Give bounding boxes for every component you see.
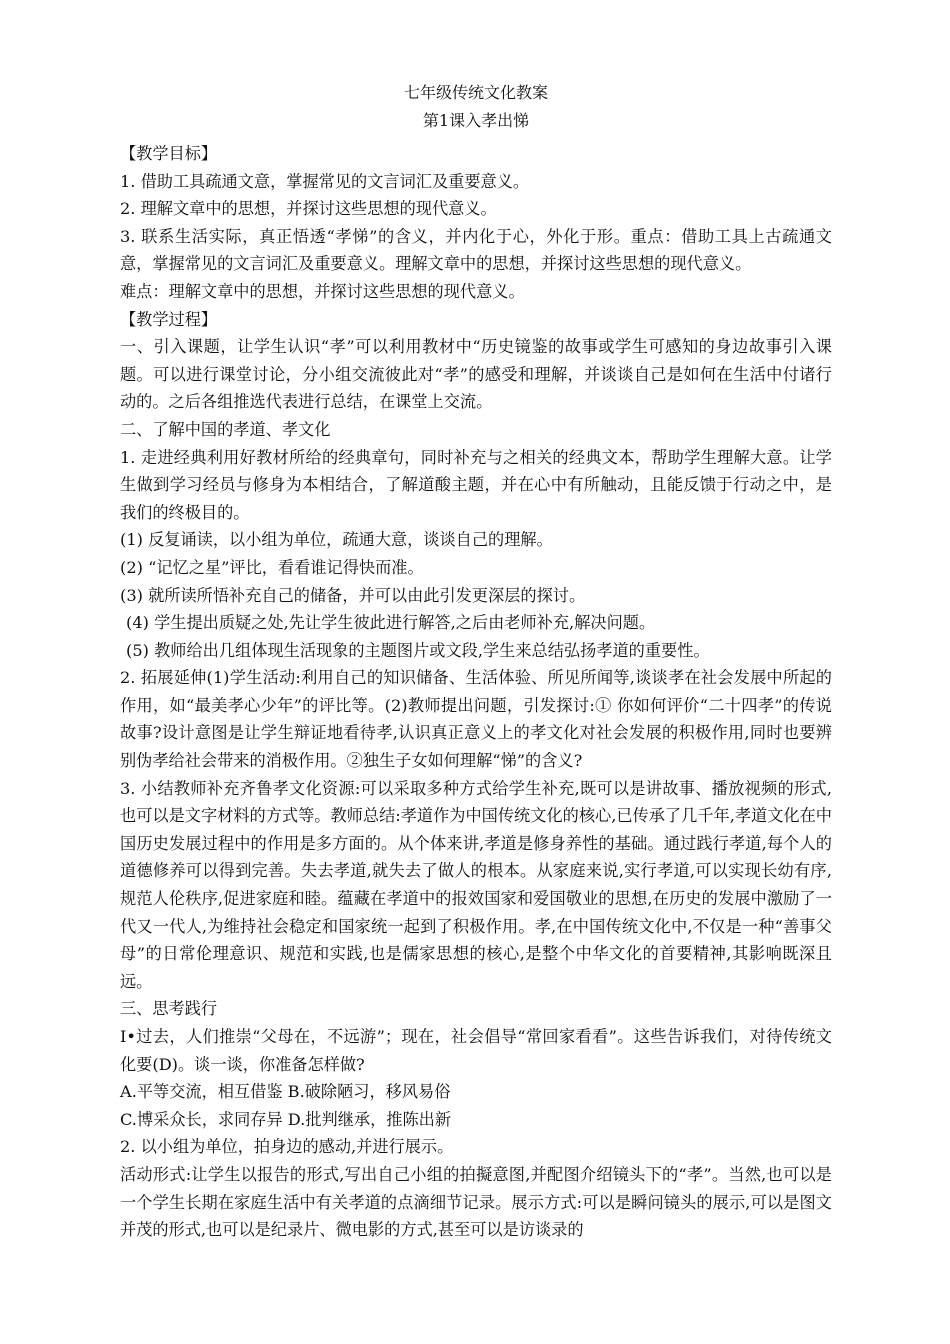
lesson-title: 第1课入孝出悌: [422, 111, 530, 130]
objective-item: 1. 借助工具疏通文意，掌握常见的文言词汇及重要意义。: [120, 171, 530, 191]
section-heading-objectives: 【教学目标】: [120, 144, 218, 163]
list-item: (3) 就所读所悟补充自己的储备，并可以由此引发更深层的探讨。: [120, 585, 586, 605]
section-heading-process: 【教学过程】: [120, 309, 218, 329]
list-item: (1) 反复诵读，以小组为单位，疏通大意，谈谈自己的理解。: [120, 530, 553, 550]
document-body: [120, 140, 832, 1244]
document-title: 七年级传统文化教案: [403, 83, 548, 102]
process-paragraph: 2. 拓展延伸(1)学生活动:利用自己的知识储备、生活体验、所见所闻等,谈谈孝在社会发展中所起的作用，如“最美孝心少年”的评比等。(2)教师提出问题，引发探讨:① 你如何评价“二十四孝”的传说故事?设计意图是让学生辩证地看待孝,认识真正意义上的孝文化对社会发展的积极作用,同时也要辨别伪孝给社会带来的消极作用。②独生子女如何理解“悌”的含义?: [120, 668, 832, 771]
difficulty-paragraph: 难点：理解文章中的思想，并探讨这些思想的现代意义。: [120, 281, 525, 301]
list-item: (2) “记忆之星”评比，看看谁记得快而准。: [120, 557, 424, 577]
process-paragraph: 1. 走进经典利用好教材所给的经典章句，同时补充与之相关的经典文本，帮助学生理解大意。让学生做到学习经员与修身为本相结合，了解道酸主题，并在心中有所触动，且能反馈于行动之中，是我们的终极目的。: [120, 447, 832, 522]
process-heading: 三、思考践行: [120, 999, 218, 1019]
answer-option: C.博采众长，求同存异 D.批判继承，推陈出新: [120, 1109, 452, 1129]
question-paragraph: I•过去，人们推崇“父母在，不远游”；现在，社会倡导“常回家看看”。这些告诉我们，对待传统文化要(D)。谈一谈，你准备怎样做?: [120, 1027, 832, 1074]
process-heading: 二、了解中国的孝道、孝文化: [120, 419, 331, 439]
process-paragraph: 3. 小结教师补充齐鲁孝文化资源:可以采取多种方式给学生补充,既可以是讲故事、播放视频的形式,也可以是文字材料的方式等。教师总结:孝道作为中国传统文化的核心,已传承了几千年,孝道文化在中国历史发展过程中的作用是多方面的。从个体来讲,孝道是修身养性的基础。通过践行孝道,每个人的道德修养可以得到完善。失去孝道,就失去了做人的根本。从家庭来说,实行孝道,可以实现长幼有序,规范人伦秩序,促进家庭和睦。蕴藏在孝道中的报效国家和爱国敬业的思想,在历史的发展中激励了一代又一代人,为维持社会稳定和国家统一起到了积极作用。孝,在中国传统文化中,不仅是一种“善事父母”的日常伦理意识、规范和实践,也是儒家思想的核心,是整个中华文化的首要精神,其影响既深且远。: [120, 778, 832, 991]
objective-item: 3. 联系生活实际，真正悟透“孝悌”的含义，并内化于心，外化于形。重点：借助工具上古疏通文意，掌握常见的文言词汇及重要意义。理解文章中的思想，并探讨这些思想的现代意义。: [120, 226, 832, 274]
process-paragraph: 2. 以小组为单位，拍身边的感动,并进行展示。: [120, 1137, 454, 1157]
list-item: (4) 学生提出质疑之处,先让学生彼此进行解答,之后由老师补充,解决问题。: [126, 613, 656, 633]
process-paragraph: 活动形式:让学生以报告的形式,写出自己小组的拍擬意图,并配图介绍镜头下的“孝”。当然,也可以是一个学生长期在家庭生活中有关孝道的点滴细节记录。展示方式:可以是瞬问镜头的展示,可以是图文并茂的形式,也可以是纪录片、微电影的方式,甚至可以是访谈录的: [120, 1164, 832, 1240]
answer-option: A.平等交流，相互借鉴 B.破除陋习，移风易俗: [120, 1082, 451, 1102]
objective-item: 2. 理解文章中的思想，并探讨这些思想的现代意义。: [120, 199, 497, 219]
list-item: (5) 教师给出几组体现生活现象的主题图片或文段,学生来总结弘扬孝道的重要性。: [126, 640, 710, 660]
process-paragraph: 一、引入课题，让学生认识“孝”可以利用教材中“历史镜鉴的故事或学生可感知的身边故事引入课题。可以进行课堂讨论，分小组交流彼此对“孝”的感受和理解，并谈谈自己是如何在生活中付诸行动的。之后各组推选代表进行总结，在课堂上交流。: [120, 337, 832, 412]
